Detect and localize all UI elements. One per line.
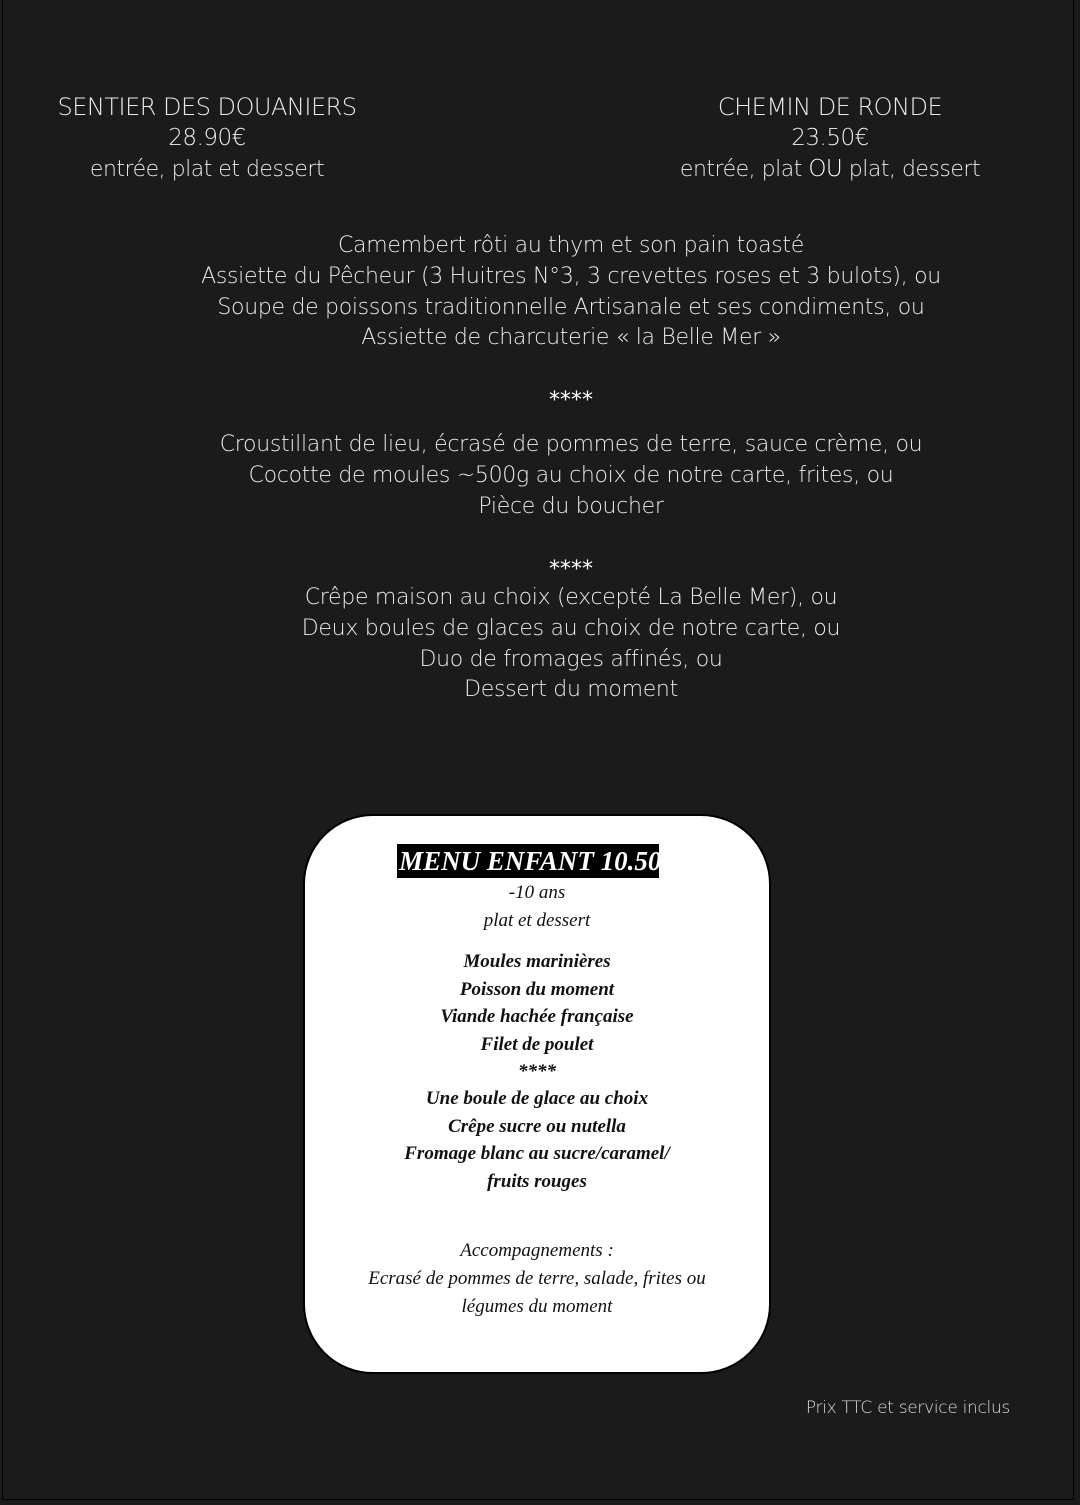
formula-part-b: plat, dessert: [842, 157, 981, 182]
mains-list: [120, 430, 1022, 522]
kids-menu-conditions: [305, 879, 769, 935]
kids-menu-card: [303, 814, 771, 1374]
list-item: Duo de fromages affinés, ou: [419, 646, 723, 672]
formula-part-a: entrée, plat: [679, 157, 809, 182]
menu-title: CHEMIN DE RONDE: [717, 93, 943, 121]
list-item: fruits rouges: [487, 1170, 587, 1192]
list-item: Viande hachée française: [440, 1006, 634, 1027]
list-item: Poisson du moment: [459, 978, 615, 1000]
list-item: Camembert rôti au thym et son pain toasté: [338, 233, 804, 258]
desserts-list: [120, 583, 1022, 706]
kids-menu-sides: [305, 1237, 769, 1321]
sides-line: légumes du moment: [461, 1296, 613, 1317]
list-item: Soupe de poissons traditionnelle Artisanale et ses condiments, ou: [217, 294, 925, 320]
list-item: Assiette de charcuterie « la Belle Mer »: [361, 325, 781, 351]
kids-menu-items: [305, 948, 769, 1195]
menu-price: 28.90€: [168, 125, 246, 151]
list-item: Deux boules de glaces au choix de notre carte, ou: [301, 615, 841, 641]
menu-title: SENTIER DES DOUANIERS: [57, 93, 357, 121]
starters-list: [120, 231, 1022, 354]
list-item: Une boule de glace au choix: [425, 1088, 649, 1109]
list-item: Croustillant de lieu, écrasé de pommes de terre, sauce crème, ou: [219, 432, 923, 457]
list-item: Crêpe maison au choix (excepté La Belle Mer), ou: [304, 585, 838, 610]
kids-menu-formula: plat et dessert: [483, 910, 591, 931]
menu-sentier-des-douaniers: [52, 92, 362, 185]
price-footnote: Prix TTC et service inclus: [805, 1398, 1010, 1418]
menu-formula: entrée, plat et dessert: [89, 157, 325, 182]
kids-menu-title: MENU ENFANT 10.50€: [399, 846, 675, 876]
list-item: Filet de poulet: [480, 1033, 594, 1055]
list-item: Cocotte de moules ~500g au choix de notre carte, frites, ou: [248, 462, 894, 488]
list-item: Pièce du boucher: [478, 493, 664, 519]
course-separator: ****: [549, 557, 593, 582]
course-separator: ****: [549, 388, 593, 413]
list-item: Fromage blanc au sucre/caramel/: [404, 1143, 670, 1164]
sides-line: Ecrasé de pommes de terre, salade, frites ou: [368, 1268, 706, 1289]
menu-price: 23.50€: [791, 125, 869, 151]
sides-title: Accompagnements :: [460, 1240, 614, 1261]
menu-formula: [660, 154, 1000, 185]
kids-menu-header: [305, 844, 769, 878]
formula-ou: OU: [808, 156, 843, 182]
list-item: Moules marinières: [463, 951, 611, 972]
kids-menu-age: -10 ans: [508, 882, 566, 903]
menu-chemin-de-ronde: [660, 92, 1000, 185]
list-item: Dessert du moment: [464, 677, 678, 703]
list-item: Crêpe sucre ou nutella: [448, 1115, 626, 1137]
list-item: Assiette du Pêcheur (3 Huitres N°3, 3 crevettes roses et 3 bulots), ou: [201, 263, 941, 289]
kids-menu-separator: ****: [518, 1061, 556, 1082]
